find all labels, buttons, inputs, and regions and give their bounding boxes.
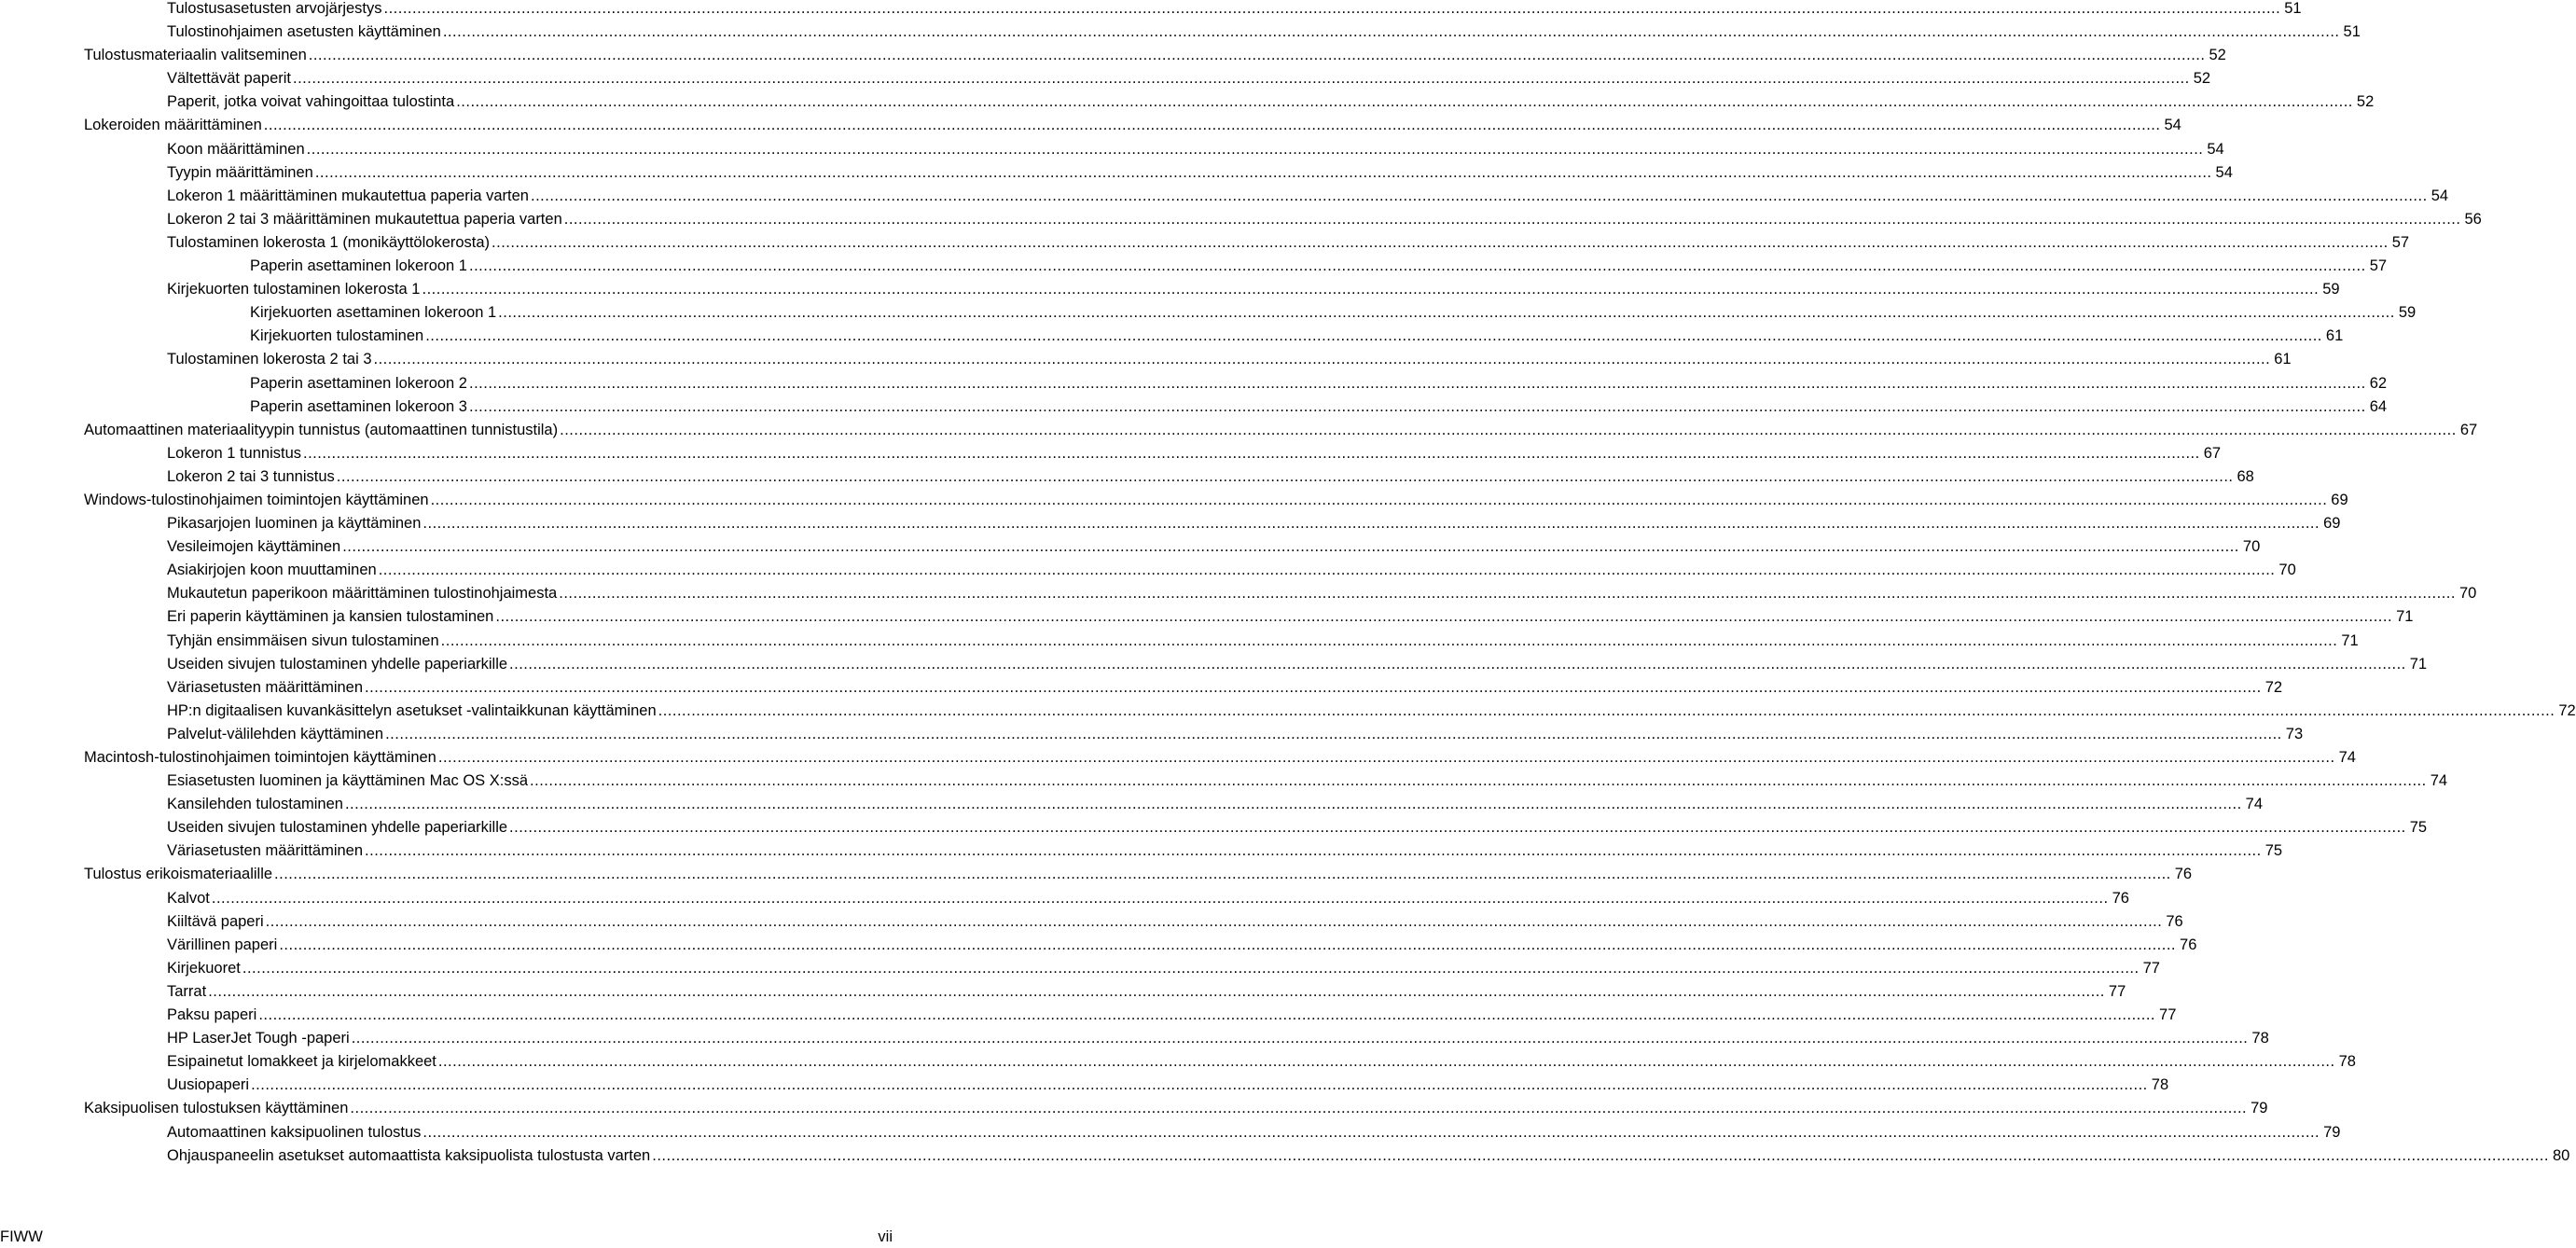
toc-entry-title[interactable]: Tyypin määrittäminen [167, 161, 315, 185]
toc-entry[interactable] [0, 630, 2359, 653]
toc-entry-page-number[interactable]: 54 [2212, 161, 2233, 185]
toc-entry-line [167, 980, 2126, 1004]
toc-entry-page-number[interactable]: 61 [2270, 348, 2291, 371]
dot-leader: ................................................................................................................................................................................................................................................................................................................................................................................................................ [495, 608, 2393, 626]
toc-entry-line [167, 630, 2359, 653]
toc-entry-page-number[interactable]: 52 [2353, 90, 2374, 114]
toc-entry-page-number[interactable]: 57 [2366, 255, 2387, 278]
toc-entry[interactable] [0, 723, 2304, 746]
dot-leader: ................................................................................................................................................................................................................................................................................................................................................................................................................ [563, 210, 2461, 228]
toc-entry[interactable] [0, 90, 2375, 114]
toc-entry-page-number[interactable]: 77 [2155, 1004, 2176, 1027]
dot-leader: ................................................................................................................................................................................................................................................................................................................................................................................................................ [468, 374, 2366, 392]
dot-leader: ................................................................................................................................................................................................................................................................................................................................................................................................................ [422, 281, 2320, 298]
toc-entry-line [84, 1097, 2268, 1120]
toc-entry-page-number[interactable]: 77 [2105, 980, 2126, 1004]
toc-entry-page-number[interactable]: 56 [2460, 208, 2481, 231]
toc-entry-page-number[interactable]: 59 [2319, 278, 2339, 301]
toc-entry-title[interactable]: Värillinen paperi [167, 934, 279, 957]
toc-entry-title[interactable]: Mukautetun paperikoon määrittäminen tulostinohjaimesta [167, 582, 559, 605]
toc-entry-line [84, 44, 2226, 67]
toc-entry[interactable] [0, 231, 2410, 255]
dot-leader: ................................................................................................................................................................................................................................................................................................................................................................................................................ [373, 351, 2271, 368]
toc-entry-line [84, 863, 2193, 886]
toc-entry[interactable] [0, 653, 2428, 676]
toc-entry-line [84, 489, 2348, 512]
toc-entry-line [167, 348, 2292, 371]
toc-entry-line [167, 839, 2283, 863]
toc-entry-page-number[interactable]: 72 [2555, 700, 2575, 723]
toc-entry-title[interactable]: Uusiopaperi [167, 1074, 251, 1097]
toc-entry-line [167, 1004, 2177, 1027]
toc-entry-title[interactable]: Kiiltävä paperi [167, 910, 266, 934]
toc-entry-title[interactable]: Tulostusasetusten arvojärjestys [167, 0, 384, 21]
dot-leader: ................................................................................................................................................................................................................................................................................................................................................................................................................ [242, 959, 2140, 977]
toc-entry-line [167, 208, 2482, 231]
toc-entry-page-number[interactable]: 75 [2406, 816, 2427, 839]
toc-entry[interactable] [0, 325, 2344, 348]
toc-entry-line [167, 1144, 2570, 1168]
toc-entry-title[interactable]: Paperin asettaminen lokeroon 3 [250, 395, 469, 419]
toc-entry-title[interactable]: Tarrat [167, 980, 208, 1004]
toc-entry-line [167, 161, 2233, 185]
toc-entry-line [167, 185, 2449, 208]
toc-entry-page-number[interactable]: 57 [2389, 231, 2409, 255]
toc-entry-page-number[interactable]: 67 [2457, 419, 2477, 442]
toc-entry-page-number[interactable]: 79 [2320, 1121, 2340, 1144]
toc-entry-title[interactable]: Väriasetusten määrittäminen [167, 839, 365, 863]
toc-entry-line [167, 605, 2414, 629]
toc-entry-line [167, 910, 2183, 934]
footer-page-number: vii [878, 1228, 893, 1245]
toc-entry[interactable] [0, 535, 2261, 559]
toc-entry-page-number[interactable]: 74 [2335, 746, 2356, 770]
toc-entry-page-number[interactable]: 59 [2395, 301, 2416, 325]
toc-entry-line [167, 278, 2340, 301]
toc-entry-page-number[interactable]: 78 [2148, 1074, 2168, 1097]
toc-entry[interactable] [0, 816, 2428, 839]
toc-entry-page-number[interactable]: 76 [2176, 934, 2196, 957]
toc-entry-title[interactable]: Kansilehden tulostaminen [167, 793, 345, 816]
toc-entry[interactable] [0, 1144, 2570, 1168]
dot-leader: ................................................................................................................................................................................................................................................................................................................................................................................................................ [442, 23, 2340, 41]
toc-entry-title[interactable]: Tulostusmateriaalin valitseminen [84, 44, 309, 67]
toc-entry-line [167, 0, 2302, 21]
toc-entry-title[interactable]: Kalvot [167, 887, 212, 910]
toc-entry-title[interactable]: Kaksipuolisen tulostuksen käyttäminen [84, 1097, 350, 1120]
toc-entry-title[interactable]: Tulostaminen lokerosta 2 tai 3 [167, 348, 374, 371]
dot-leader: ................................................................................................................................................................................................................................................................................................................................................................................................................ [344, 796, 2242, 813]
toc-entry-title[interactable]: Lokeroiden määrittäminen [84, 114, 264, 137]
dot-leader: ................................................................................................................................................................................................................................................................................................................................................................................................................ [530, 772, 2427, 790]
toc-entry-page-number[interactable]: 61 [2322, 325, 2343, 348]
toc-entry[interactable] [0, 582, 2477, 605]
toc-entry[interactable] [0, 910, 2183, 934]
toc-entry[interactable] [0, 980, 2126, 1004]
toc-entry[interactable] [0, 934, 2197, 957]
toc-entry[interactable] [0, 348, 2292, 371]
toc-entry-line [250, 325, 2344, 348]
toc-entry[interactable] [0, 161, 2233, 185]
toc-entry-page-number[interactable]: 54 [2160, 114, 2181, 137]
toc-entry-title[interactable]: Vesileimojen käyttäminen [167, 535, 342, 559]
dot-leader: ................................................................................................................................................................................................................................................................................................................................................................................................................ [492, 233, 2389, 251]
dot-leader: ................................................................................................................................................................................................................................................................................................................................................................................................................ [456, 93, 2353, 111]
dot-leader: ................................................................................................................................................................................................................................................................................................................................................................................................................ [560, 421, 2457, 438]
dot-leader: ................................................................................................................................................................................................................................................................................................................................................................................................................ [274, 866, 2171, 883]
toc-entry-line [84, 419, 2478, 442]
toc-entry-page-number[interactable]: 70 [2275, 559, 2295, 582]
toc-entry-title[interactable]: Tulostaminen lokerosta 1 (monikäyttölokerosta) [167, 231, 492, 255]
toc-entry-line [167, 816, 2428, 839]
toc-entry-line [167, 21, 2361, 44]
toc-entry-page-number[interactable]: 77 [2140, 957, 2160, 980]
footer-locale-code: FIWW [0, 1228, 43, 1245]
dot-leader: ................................................................................................................................................................................................................................................................................................................................................................................................................ [468, 257, 2366, 275]
toc-entry-line [167, 582, 2477, 605]
toc-entry-page-number[interactable]: 64 [2366, 395, 2387, 419]
toc-entry[interactable] [0, 278, 2340, 301]
toc-entry-title[interactable]: Kirjekuorten asettaminen lokeroon 1 [250, 301, 498, 325]
toc-entry-page-number[interactable]: 76 [2109, 887, 2129, 910]
dot-leader: ................................................................................................................................................................................................................................................................................................................................................................................................................ [314, 163, 2212, 181]
toc-entry[interactable] [0, 957, 2160, 980]
toc-entry-line [167, 700, 2576, 723]
toc-entry-title[interactable]: Paperit, jotka voivat vahingoittaa tulostinta [167, 90, 456, 114]
toc-entry-line [167, 1074, 2169, 1097]
toc-entry[interactable] [0, 512, 2341, 535]
toc-entry-title[interactable]: Lokeron 1 tunnistus [167, 442, 303, 465]
toc-entry[interactable] [0, 44, 2226, 67]
dot-leader: ................................................................................................................................................................................................................................................................................................................................................................................................................ [251, 1076, 2148, 1094]
dot-leader: ................................................................................................................................................................................................................................................................................................................................................................................................................ [208, 982, 2105, 1000]
dot-leader: ................................................................................................................................................................................................................................................................................................................................................................................................................ [336, 467, 2234, 485]
toc-entry[interactable] [0, 1004, 2177, 1027]
toc-entry-page-number[interactable]: 51 [2280, 0, 2301, 21]
toc-entry[interactable] [0, 372, 2388, 395]
toc-entry[interactable] [0, 301, 2417, 325]
dot-leader: ................................................................................................................................................................................................................................................................................................................................................................................................................ [211, 889, 2109, 907]
toc-entry-title[interactable]: Tulostinohjaimen asetusten käyttäminen [167, 21, 443, 44]
toc-entry-title[interactable]: Koon määrittäminen [167, 138, 307, 161]
toc-entry-title[interactable]: Useiden sivujen tulostaminen yhdelle paperiarkille [167, 816, 509, 839]
toc-entry-title[interactable]: Lokeron 1 määrittäminen mukautettua paperia varten [167, 185, 531, 208]
toc-entry-line [167, 1027, 2269, 1050]
toc-entry[interactable] [0, 793, 2264, 816]
toc-entry-page-number[interactable]: 71 [2406, 653, 2427, 676]
toc-entry-page-number[interactable]: 78 [2248, 1027, 2268, 1050]
toc-entry-page-number[interactable]: 74 [2242, 793, 2263, 816]
toc-entry-title[interactable]: Kirjekuoret [167, 957, 242, 980]
toc-entry[interactable] [0, 1027, 2269, 1050]
dot-leader: ................................................................................................................................................................................................................................................................................................................................................................................................................ [468, 397, 2366, 415]
dot-leader: ................................................................................................................................................................................................................................................................................................................................................................................................................ [306, 140, 2204, 158]
toc-entry-page-number[interactable]: 52 [2205, 44, 2225, 67]
toc-entry[interactable] [0, 419, 2478, 442]
toc-entry-title[interactable]: Lokeron 2 tai 3 määrittäminen mukautettua paperia varten [167, 208, 564, 231]
toc-entry[interactable] [0, 138, 2224, 161]
dot-leader: ................................................................................................................................................................................................................................................................................................................................................................................................................ [422, 515, 2320, 533]
toc-entry-line [167, 512, 2341, 535]
toc-entry[interactable] [0, 559, 2296, 582]
dot-leader: ................................................................................................................................................................................................................................................................................................................................................................................................................ [258, 1006, 2156, 1024]
page-footer [0, 1227, 895, 1246]
toc-entry-page-number[interactable]: 62 [2366, 372, 2387, 395]
toc-entry-line [167, 723, 2304, 746]
toc-entry-page-number[interactable]: 79 [2247, 1097, 2267, 1120]
toc-entry-line [250, 395, 2388, 419]
toc-entry-page-number[interactable]: 78 [2335, 1050, 2356, 1074]
dot-leader: ................................................................................................................................................................................................................................................................................................................................................................................................................ [342, 538, 2239, 556]
toc-entry-page-number[interactable]: 76 [2171, 863, 2192, 886]
toc-entry-line [167, 653, 2428, 676]
dot-leader: ................................................................................................................................................................................................................................................................................................................................................................................................................ [263, 117, 2161, 134]
toc-entry-line [167, 1050, 2356, 1074]
toc-entry-page-number[interactable]: 67 [2200, 442, 2221, 465]
dot-leader: ................................................................................................................................................................................................................................................................................................................................................................................................................ [365, 678, 2262, 696]
dot-leader: ................................................................................................................................................................................................................................................................................................................................................................................................................ [293, 70, 2190, 88]
dot-leader: ................................................................................................................................................................................................................................................................................................................................................................................................................ [437, 749, 2335, 766]
dot-leader: ................................................................................................................................................................................................................................................................................................................................................................................................................ [559, 585, 2456, 603]
toc-entry[interactable] [0, 863, 2193, 886]
toc-entry-line [167, 793, 2264, 816]
toc-entry[interactable] [0, 1074, 2169, 1097]
toc-entry[interactable] [0, 395, 2388, 419]
toc-entry[interactable] [0, 185, 2449, 208]
toc-entry-line [167, 957, 2160, 980]
toc-entry-page-number[interactable]: 80 [2549, 1144, 2569, 1168]
toc-entry-title[interactable]: Paperin asettaminen lokeroon 1 [250, 255, 469, 278]
toc-entry-page-number[interactable]: 52 [2190, 67, 2210, 90]
toc-entry[interactable] [0, 839, 2283, 863]
dot-leader: ................................................................................................................................................................................................................................................................................................................................................................................................................ [509, 819, 2406, 837]
toc-entry[interactable] [0, 114, 2181, 137]
toc-entry[interactable] [0, 67, 2211, 90]
toc-entry-title[interactable]: Väriasetusten määrittäminen [167, 676, 365, 700]
dot-leader: ................................................................................................................................................................................................................................................................................................................................................................................................................ [308, 47, 2206, 64]
toc-entry-line [250, 255, 2388, 278]
toc-entry-page-number[interactable]: 71 [2337, 630, 2358, 653]
toc-entry[interactable] [0, 0, 2302, 21]
toc-entry-page-number[interactable]: 74 [2427, 770, 2447, 793]
toc-entry-page-number[interactable]: 73 [2282, 723, 2303, 746]
toc-entry[interactable] [0, 605, 2414, 629]
toc-entry-title[interactable]: Esiasetusten luominen ja käyttäminen Mac OS X:ssä [167, 770, 530, 793]
dot-leader: ................................................................................................................................................................................................................................................................................................................................................................................................................ [385, 725, 2282, 742]
toc-entry-page-number[interactable]: 71 [2392, 605, 2413, 629]
toc-entry[interactable] [0, 676, 2283, 700]
toc-entry-title[interactable]: Macintosh-tulostinohjaimen toimintojen käyttäminen [84, 746, 438, 770]
toc-entry[interactable] [0, 1097, 2268, 1120]
toc-entry-page-number[interactable]: 69 [2320, 512, 2340, 535]
dot-leader: ................................................................................................................................................................................................................................................................................................................................................................................................................ [425, 327, 2322, 345]
toc-entry[interactable] [0, 489, 2348, 512]
toc-entry-line [167, 442, 2222, 465]
dot-leader: ................................................................................................................................................................................................................................................................................................................................................................................................................ [265, 912, 2163, 930]
dot-leader: ................................................................................................................................................................................................................................................................................................................................................................................................................ [509, 655, 2406, 673]
toc-entry-title[interactable]: Palvelut-välilehden käyttäminen [167, 723, 385, 746]
toc-entry-title[interactable]: HP LaserJet Tough -paperi [167, 1027, 352, 1050]
toc-entry-line [167, 67, 2211, 90]
dot-leader: ................................................................................................................................................................................................................................................................................................................................................................................................................ [378, 562, 2276, 579]
toc-entry-title[interactable]: Eri paperin käyttäminen ja kansien tulostaminen [167, 605, 495, 629]
dot-leader: ................................................................................................................................................................................................................................................................................................................................................................................................................ [303, 444, 2200, 462]
toc-entry-line [167, 934, 2197, 957]
toc-entry-line [84, 114, 2181, 137]
dot-leader: ................................................................................................................................................................................................................................................................................................................................................................................................................ [530, 187, 2428, 204]
dot-leader: ................................................................................................................................................................................................................................................................................................................................................................................................................ [383, 0, 2281, 17]
toc-entry-page-number[interactable]: 68 [2234, 465, 2254, 489]
dot-leader: ................................................................................................................................................................................................................................................................................................................................................................................................................ [422, 1123, 2320, 1141]
toc-entry-line [167, 138, 2224, 161]
toc-entry-title[interactable]: Useiden sivujen tulostaminen yhdelle paperiarkille [167, 653, 509, 676]
toc-entry[interactable] [0, 465, 2254, 489]
dot-leader: ................................................................................................................................................................................................................................................................................................................................................................................................................ [430, 491, 2328, 508]
toc-entry-line [167, 90, 2375, 114]
toc-entry-page-number[interactable]: 75 [2262, 839, 2282, 863]
toc-entry-title[interactable]: HP:n digitaalisen kuvankäsittelyn asetukset -valintaikkunan käyttäminen [167, 700, 658, 723]
dot-leader: ................................................................................................................................................................................................................................................................................................................................................................................................................ [351, 1030, 2249, 1047]
toc-entry-line [250, 372, 2388, 395]
toc-entry[interactable] [0, 746, 2356, 770]
toc-entry[interactable] [0, 1050, 2356, 1074]
toc-entry-title[interactable]: Windows-tulostinohjaimen toimintojen käyttäminen [84, 489, 431, 512]
toc-entry-title[interactable]: Automaattinen materiaalityypin tunnistus (automaattinen tunnistustila) [84, 419, 560, 442]
toc-entry-page-number[interactable]: 76 [2162, 910, 2182, 934]
toc-entry-line [84, 746, 2356, 770]
toc-entry[interactable] [0, 887, 2129, 910]
toc-entry-page-number[interactable]: 72 [2262, 676, 2282, 700]
toc-entry-line [167, 770, 2448, 793]
toc-entry[interactable] [0, 442, 2222, 465]
toc-entry-page-number[interactable]: 51 [2340, 21, 2361, 44]
toc-entry-title[interactable]: Tyhjän ensimmäisen sivun tulostaminen [167, 630, 441, 653]
toc-entry[interactable] [0, 1121, 2341, 1144]
dot-leader: ................................................................................................................................................................................................................................................................................................................................................................................................................ [440, 631, 2338, 649]
dot-leader: ................................................................................................................................................................................................................................................................................................................................................................................................................ [498, 304, 2395, 322]
toc-entry-page-number[interactable]: 54 [2203, 138, 2223, 161]
dot-leader: ................................................................................................................................................................................................................................................................................................................................................................................................................ [365, 842, 2262, 860]
dot-leader: ................................................................................................................................................................................................................................................................................................................................................................................................................ [652, 1146, 2549, 1164]
toc-entry-title[interactable]: Kirjekuorten tulostaminen lokerosta 1 [167, 278, 422, 301]
toc-entry-line [167, 1121, 2341, 1144]
toc-entry-title[interactable]: Lokeron 2 tai 3 tunnistus [167, 465, 337, 489]
toc-entry[interactable] [0, 208, 2482, 231]
toc-entry-page-number[interactable]: 70 [2239, 535, 2260, 559]
toc-entry[interactable] [0, 255, 2388, 278]
dot-leader: ................................................................................................................................................................................................................................................................................................................................................................................................................ [437, 1053, 2335, 1071]
toc-entry-title[interactable]: Asiakirjojen koon muuttaminen [167, 559, 379, 582]
toc-entry-line [167, 559, 2296, 582]
dot-leader: ................................................................................................................................................................................................................................................................................................................................................................................................................ [350, 1100, 2248, 1117]
toc-entry-line [167, 231, 2410, 255]
toc-entry-line [167, 676, 2283, 700]
toc-entry-line [167, 887, 2129, 910]
toc-entry[interactable] [0, 770, 2448, 793]
toc-entry-line [250, 301, 2417, 325]
toc-entry-page-number[interactable]: 70 [2456, 582, 2476, 605]
dot-leader: ................................................................................................................................................................................................................................................................................................................................................................................................................ [279, 936, 2177, 953]
toc-entry-title[interactable]: Vältettävät paperit [167, 67, 293, 90]
toc-entry-title[interactable]: Ohjauspaneelin asetukset automaattista kaksipuolista tulostusta varten [167, 1144, 652, 1168]
toc-entry-page-number[interactable]: 54 [2428, 185, 2448, 208]
toc-entry-page-number[interactable]: 69 [2327, 489, 2347, 512]
toc-entry-line [167, 465, 2254, 489]
toc-entry-title[interactable]: Esipainetut lomakkeet ja kirjelomakkeet [167, 1050, 438, 1074]
dot-leader: ................................................................................................................................................................................................................................................................................................................................................................................................................ [658, 701, 2555, 719]
toc-entry-title[interactable]: Pikasarjojen luominen ja käyttäminen [167, 512, 422, 535]
toc-entry-title[interactable]: Paperin asettaminen lokeroon 2 [250, 372, 469, 395]
toc-entry[interactable] [0, 21, 2361, 44]
toc-entry-title[interactable]: Automaattinen kaksipuolinen tulostus [167, 1121, 422, 1144]
toc-entry[interactable] [0, 700, 2576, 723]
toc-entry-line [167, 535, 2261, 559]
toc-entry-title[interactable]: Kirjekuorten tulostaminen [250, 325, 425, 348]
toc-entry-title[interactable]: Paksu paperi [167, 1004, 258, 1027]
toc-entry-title[interactable]: Tulostus erikoismateriaalille [84, 863, 274, 886]
